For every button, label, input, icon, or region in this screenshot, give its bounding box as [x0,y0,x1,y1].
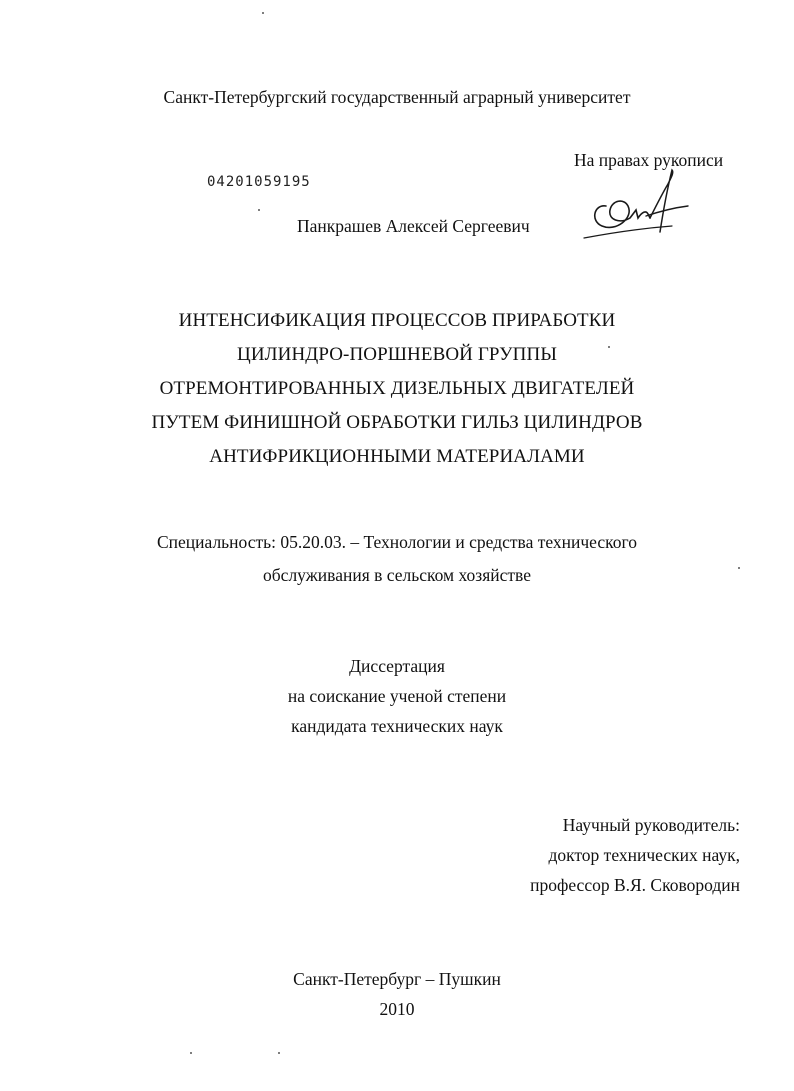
dissertation-title [0,304,794,474]
specialty-line: обслуживания в сельском хозяйстве [263,565,531,585]
title-line: ЦИЛИНДРО-ПОРШНЕВОЙ ГРУППЫ [237,344,557,365]
degree-block [0,651,794,741]
supervisor-line: профессор В.Я. Сковородин [530,875,740,895]
title-line: ОТРЕМОНТИРОВАННЫХ ДИЗЕЛЬНЫХ ДВИГАТЕЛЕЙ [159,378,635,399]
publication-year: 2010 [379,999,415,1019]
scan-speck [738,567,740,569]
supervisor-block [530,810,740,900]
scan-speck [258,209,260,211]
university-name: Санкт-Петербургский государственный аграрный университет [163,87,631,107]
author-signature [576,166,694,246]
supervisor-line: Научный руководитель: [562,815,740,835]
scan-speck [278,1052,280,1054]
degree-line: кандидата технических наук [291,716,503,736]
author-name: Панкрашев Алексей Сергеевич [297,216,530,236]
title-line: ИНТЕНСИФИКАЦИЯ ПРОЦЕССОВ ПРИРАБОТКИ [178,310,616,331]
specialty-line: Специальность: 05.20.03. – Технологии и средства технического [156,532,638,552]
scan-speck [190,1052,192,1054]
scan-speck [262,12,264,14]
title-line: ПУТЕМ ФИНИШНОЙ ОБРАБОТКИ ГИЛЬЗ ЦИЛИНДРОВ [151,412,643,433]
publication-place: Санкт-Петербург – Пушкин [293,969,501,989]
supervisor-line: доктор технических наук, [548,845,740,865]
scan-speck [608,346,610,348]
degree-line: на соискание ученой степени [287,686,507,706]
specialty-block [0,526,794,592]
registration-stamp-number: 04201059195 [207,174,311,190]
manuscript-rights-notice: На правах рукописи [574,150,724,170]
degree-line: Диссертация [349,656,445,676]
title-line: АНТИФРИКЦИОННЫМИ МАТЕРИАЛАМИ [209,446,585,467]
